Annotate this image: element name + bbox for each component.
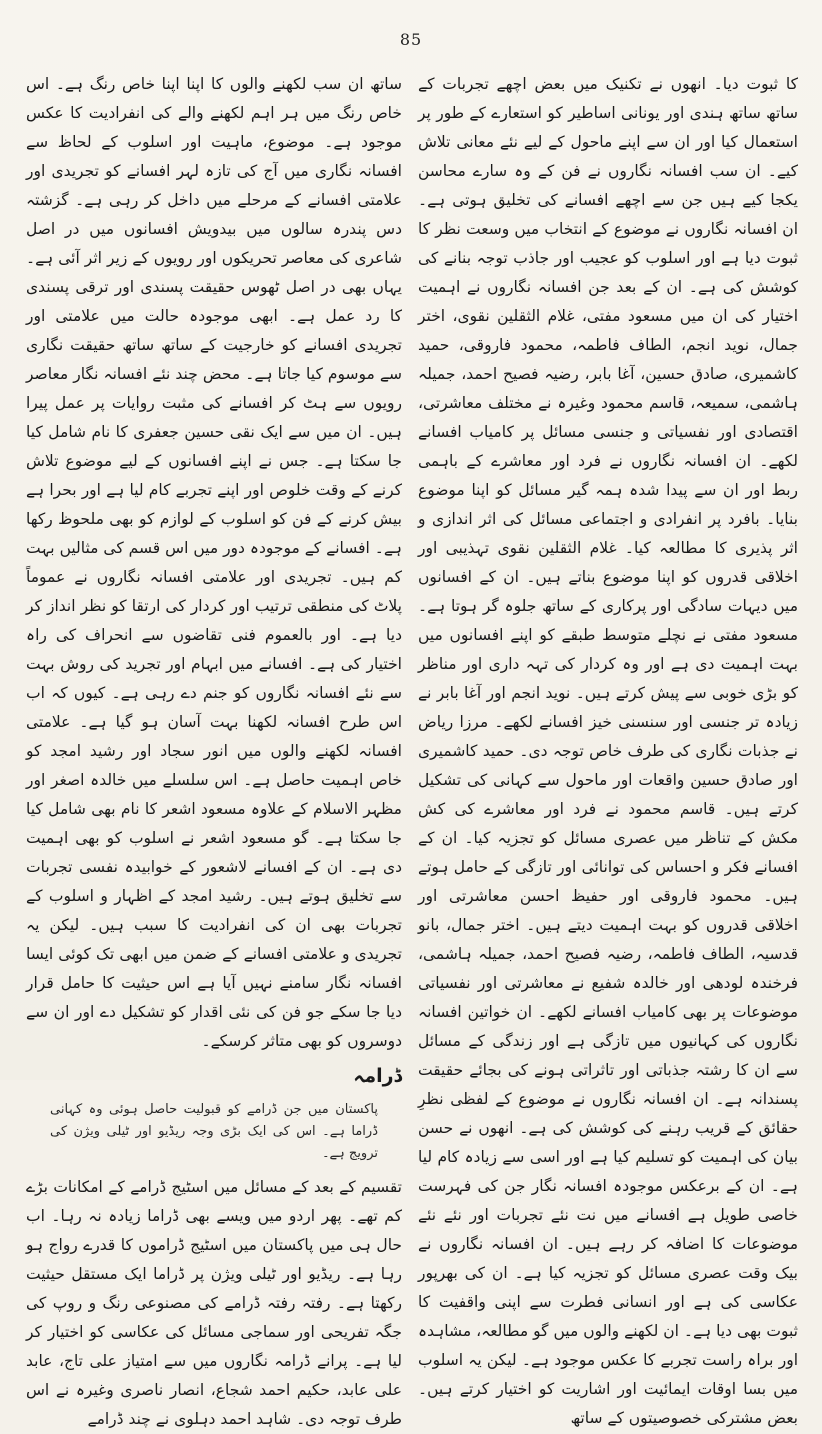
right-text-column [418, 70, 798, 1427]
left-column-text-top: ساتھ ان سب لکھنے والوں کا اپنا اپنا خاص رنگ ہے۔ اس خاص رنگ میں ہر اہم لکھنے والے کی انفرادیت کا عکس موجود ہے۔ موضوع، ماہیت اور اسلوب کے لحاظ سے افسانہ نگاری میں آج کی تازہ لہر افسانے کو تجریدی اور علامتی افسانے کے مرحلے میں داخل کر رہی ہے۔ گزشتہ دس پندرہ سالوں میں بیدویش افسانوں میں در اصل شاعری کی معاصر تحریکوں اور رویوں کے زیر اثر آئی ہے۔ یہاں بھی در اصل ٹھوس حقیقت پسندی اور ترقی پسندی کا رد عمل ہے۔ ابھی موجودہ حالت میں علامتی اور تجریدی افسانے کو خارجیت کے ساتھ ساتھ حقیقت نگاری سے موسوم کیا جاتا ہے۔ محض چند نئے افسانہ نگار معاصر رویوں سے ہٹ کر افسانے کی مثبت روایات پر عمل پیرا ہیں۔ ان میں سے ایک نقی حسین جعفری کا نام شامل کیا جا سکتا ہے۔ جس نے اپنے افسانوں کے لیے موضوع تلاش کرنے کے وقت خلوص اور اپنے تجربے کام لیا ہے اور بحرا ہے بیش کرنے کے فن کو اسلوب کے لوازم کو بھی ملحوظ رکھا ہے۔ افسانے کے موجودہ دور میں اس قسم کی مثالیں بہت کم ہیں۔ تجریدی اور علامتی افسانہ نگاروں نے عموماً پلاٹ کی منطقی ترتیب اور کردار کی ارتقا کو نظر انداز کر دیا ہے۔ اور بالعموم فنی تقاضوں سے انحراف کی راہ اختیار کی ہے۔ افسانے میں ابہام اور تجرید کی روش بہت سے نئے افسانہ نگاروں کو جنم دے رہی ہے۔ کیوں کہ اب اس طرح افسانہ لکھنا بہت آسان ہو گیا ہے۔ علامتی افسانہ لکھنے والوں میں انور سجاد اور رشید امجد کو خاص اہمیت حاصل ہے۔ اس سلسلے میں خالدہ اصغر اور مظہر الاسلام کے علاوہ مسعود اشعر کا نام بھی شامل کیا جا سکتا ہے۔ گو مسعود اشعر نے اسلوب کو بھی اہمیت دی ہے۔ ان کے افسانے لاشعور کے خوابیدہ نفسی تجربات سے تخلیق ہوتے ہیں۔ رشید امجد کے اظہار و اسلوب کے تجربات بھی ان کی انفرادیت کا سبب ہیں۔ لیکن یہ تجریدی و علامتی افسانے کے ضمن میں ابھی تک کوئی ایسا افسانہ نگار سامنے نہیں آیا ہے اس حیثیت کا حامل قرار دیا جا سکے جو فن کی نئی اقدار کو تشکیل دے اور ان سے دوسروں کو بھی متاثر کرسکے۔ [26, 75, 402, 1050]
handwritten-note: پاکستان میں جن ڈرامے کو قبولیت حاصل ہوئی وہ کہانی ڈراما ہے۔ اس کی ایک بڑی وجہ ریڈیو اور ٹیلی ویژن کی ترویج ہے۔ [50, 1102, 378, 1161]
left-column-text-bottom: تقسیم کے بعد کے مسائل میں اسٹیج ڈرامے کے امکانات بڑے کم تھے۔ پھر اردو میں ویسے بھی ڈراما زیادہ نہ رہا۔ اب حال ہی میں پاکستان میں اسٹیج ڈراموں کا قدرے رواج ہو رہا ہے۔ ریڈیو اور ٹیلی ویژن پر ڈراما ایک مستقل حیثیت رکھتا ہے۔ رفتہ رفتہ ڈرامے کی مصنوعی رنگ و روپ کی جگہ تفریحی اور سماجی مسائل کی عکاسی کو اختیار کر لیا ہے۔ پرانے ڈرامہ نگاروں میں سے امتیاز علی تاج، عابد علی عابد، حکیم احمد شجاع، انصار ناصری وغیرہ نے اس طرف توجہ دی۔ شاہد احمد دہلوی نے چند ڈرامے [26, 1178, 402, 1428]
section-heading-drama: ڈرامہ [353, 1065, 402, 1087]
right-column-text: کا ثبوت دیا۔ انھوں نے تکنیک میں بعض اچھے تجربات کے ساتھ ساتھ ہندی اور یونانی اساطیر کو استعارے کے طور پر استعمال کیا اور ان سے اپنے ماحول کے لیے نئے معانی تلاش کیے۔ ان سب افسانہ نگاروں نے فن کے وہ سارے محاسن یکجا کیے ہیں جن سے اچھے افسانے کی تخلیق ہوتی ہے۔ ان افسانہ نگاروں نے موضوع کے انتخاب میں وسعت نظر کا ثبوت دیا ہے اور اسلوب کو عجیب اور جاذب توجہ بنانے کی کوشش کی ہے۔ ان کے بعد جن افسانہ نگاروں نے اہمیت اختیار کی ان میں مسعود مفتی، غلام الثقلین نقوی، اختر جمال، نوید انجم، الطاف فاطمہ، محمود فاروقی، حمید کاشمیری، صادق حسین، آغا بابر، رضیہ فصیح احمد، جمیلہ ہاشمی، سمیعہ، قاسم محمود وغیرہ نے مختلف معاشرتی، اقتصادی اور نفسیاتی و جنسی مسائل پر کامیاب افسانے لکھے۔ ان افسانہ نگاروں نے فرد اور معاشرے کے باہمی ربط اور ان سے پیدا شدہ ہمہ گیر مسائل کو اپنا موضوع بنایا۔ بافرد پر انفرادی و اجتماعی مسائل کی اثر اندازی و اثر پذیری کا مطالعہ کیا۔ غلام الثقلین نقوی تہذیبی اور اخلاقی قدروں کو اپنا موضوع بناتے ہیں۔ ان کے افسانوں میں دیہات سادگی اور پرکاری کے ساتھ جلوہ گر ہوتا ہے۔ مسعود مفتی نے نچلے متوسط طبقے کو اپنے افسانوں میں بہت اہمیت دی ہے اور وہ کردار کی تہہ داری اور مناظر کو بڑی خوبی سے پیش کرتے ہیں۔ نوید انجم اور آغا بابر نے زیادہ تر جنسی اور سنسنی خیز افسانے لکھے۔ مرزا ریاض نے جذبات نگاری کی طرف خاص توجہ دی۔ حمید کاشمیری اور صادق حسین واقعات اور ماحول سے کہانی کی تشکیل کرتے ہیں۔ قاسم محمود نے فرد اور معاشرے کی کش مکش کے تناظر میں عصری مسائل کو تجزیہ کیا۔ ان کے افسانے فکر و احساس کی توانائی اور تازگی کے حامل ہوتے ہیں۔ محمود فاروقی اور حفیظ احسن معاشرتی اور اخلاقی قدروں کو بہت اہمیت دیتے ہیں۔ اختر جمال، بانو قدسیہ، الطاف فاطمہ، رضیہ فصیح احمد، جمیلہ ہاشمی، فرخندہ لودھی اور خالدہ شفیع نے معاشرتی اور نفسیاتی موضوعات پر بھی کامیاب افسانے لکھے۔ ان خواتین افسانہ نگاروں کی کہانیوں میں تازگی ہے اور زندگی کے مسائل سے ان کا رشتہ جذباتی اور تاثراتی ہونے کی بجائے حقیقت پسندانہ ہے۔ ان افسانہ نگاروں نے موضوع کے لفظی نظرِ حقائق کے قریب رہنے کی کوشش کی ہے۔ انھوں نے حسن بیان کی اہمیت کو تسلیم کیا ہے اور اسی سے زیادہ کام لیا ہے۔ ان کے برعکس موجودہ افسانہ نگار جن کی فہرست خاصی طویل ہے افسانے میں نت نئے تجربات اور نئے نئے موضوعات کا اضافہ کر رہے ہیں۔ ان افسانہ نگاروں نے بیک وقت عصری مسائل کو تجزیہ کیا ہے۔ ان کی بھرپور عکاسی کی ہے اور انسانی فطرت سے اپنی واقفیت کا ثبوت بھی دیا ہے۔ ان لکھنے والوں میں گو مطالعہ، مشاہدہ اور براہ راست تجربے کا عکس موجود ہے۔ لیکن یہ اسلوب میں بسا اوقات ایمائیت اور اشاریت کو اختیار کرتے ہیں۔ بعض مشترکی خصوصیتوں کے ساتھ [418, 75, 798, 1427]
left-text-column [26, 70, 402, 1428]
page-number: 85 [399, 30, 423, 49]
